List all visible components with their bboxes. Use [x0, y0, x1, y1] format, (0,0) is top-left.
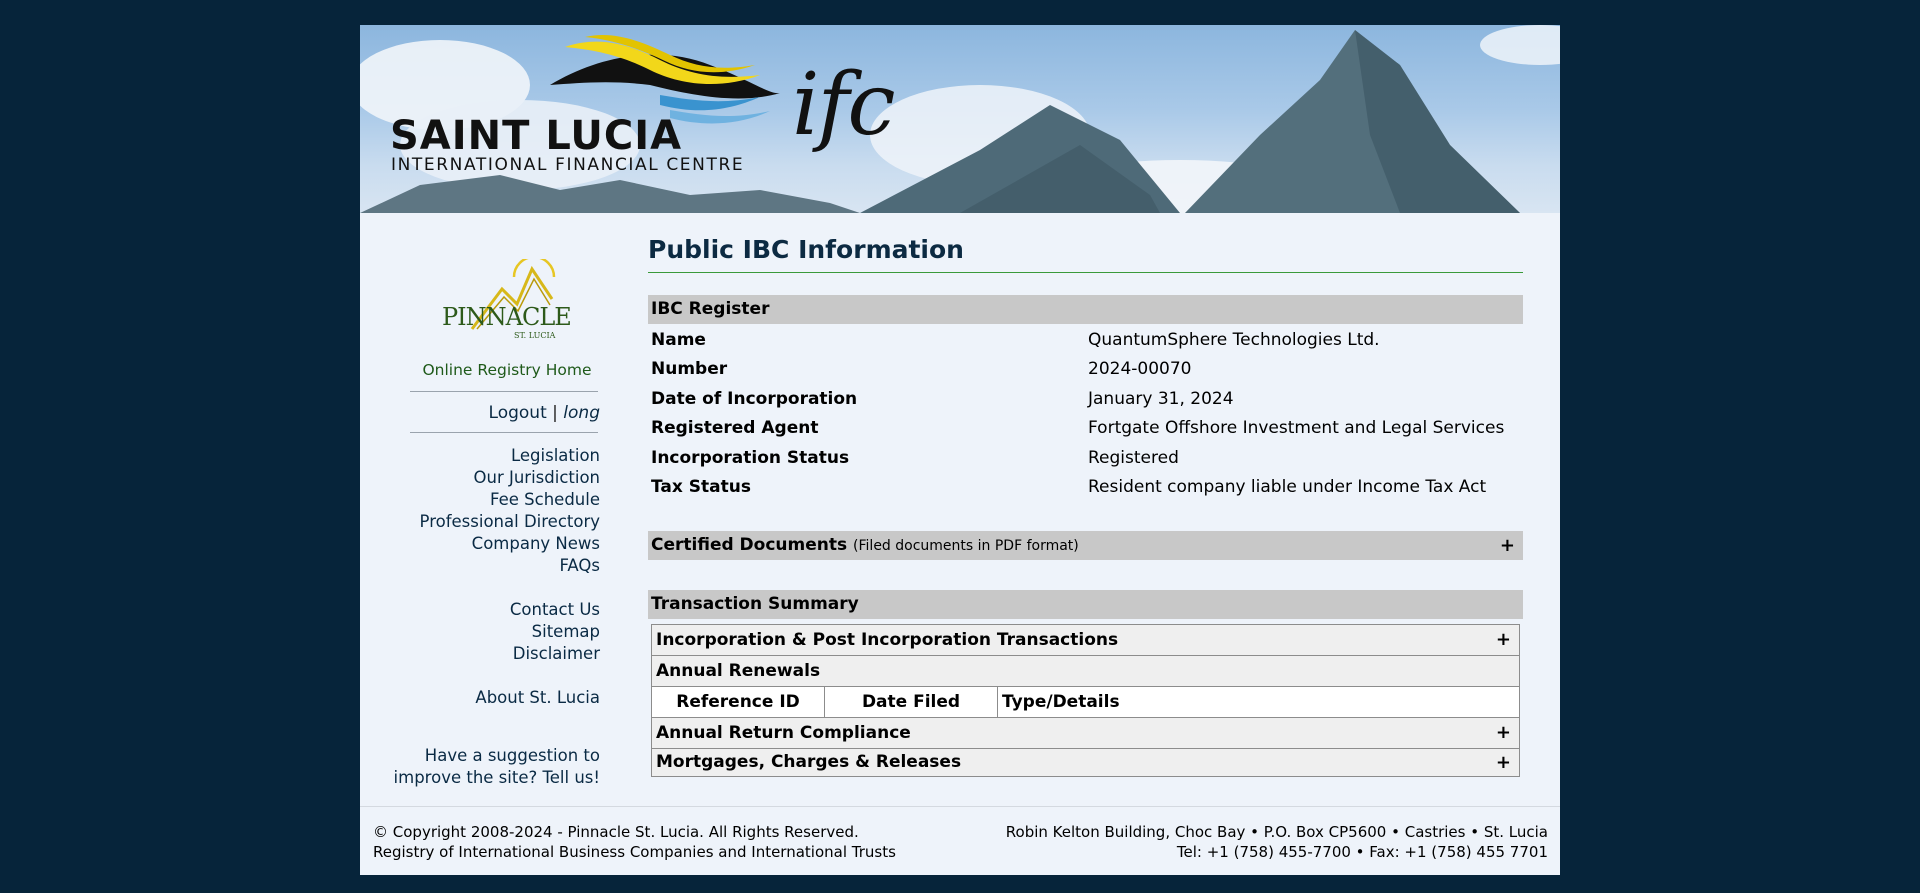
register-label: Name	[651, 330, 706, 350]
transaction-summary-header: Transaction Summary	[648, 590, 1523, 619]
footer-left	[373, 822, 896, 862]
register-value: Resident company liable under Income Tax Act	[1088, 477, 1487, 497]
footer-registry: Registry of International Business Companies and International Trusts	[373, 843, 896, 861]
mortgages-label: Mortgages, Charges & Releases	[656, 752, 962, 772]
sidebar-nav	[420, 445, 600, 709]
footer-right	[1006, 822, 1548, 862]
annual-renewals-label: Annual Renewals	[656, 661, 821, 681]
suggestion-line-1: Have a suggestion to	[424, 746, 600, 765]
annual-return-compliance-row[interactable]	[652, 718, 1519, 749]
expand-icon[interactable]: +	[1499, 535, 1515, 556]
expand-icon[interactable]: +	[1495, 722, 1511, 743]
mortgages-row[interactable]	[652, 749, 1519, 776]
nav-faqs[interactable]: FAQs	[559, 556, 600, 575]
suggestion-link[interactable]	[370, 745, 600, 789]
register-row-number	[651, 359, 1521, 388]
column-date-filed: Date Filed	[825, 687, 998, 717]
footer-divider	[360, 806, 1560, 807]
expand-icon[interactable]: +	[1495, 752, 1511, 773]
annual-renewals-row	[652, 656, 1519, 687]
sidebar-divider	[410, 391, 598, 392]
column-reference-id: Reference ID	[652, 687, 825, 717]
logout-area	[489, 403, 600, 423]
register-value: 2024-00070	[1088, 359, 1192, 379]
nav-disclaimer[interactable]: Disclaimer	[512, 644, 600, 663]
renewals-column-headers	[652, 687, 1519, 718]
nav-fee-schedule[interactable]: Fee Schedule	[490, 490, 600, 509]
register-label: Incorporation Status	[651, 448, 850, 468]
nav-our-jurisdiction[interactable]: Our Jurisdiction	[473, 468, 600, 487]
nav-sitemap[interactable]: Sitemap	[531, 622, 600, 641]
pinnacle-logo[interactable]	[442, 259, 592, 341]
username: long	[563, 403, 600, 423]
registry-home-link[interactable]: Online Registry Home	[422, 361, 592, 379]
ibc-register-header: IBC Register	[648, 295, 1523, 324]
page-title: Public IBC Information	[648, 235, 964, 264]
register-row-status	[651, 448, 1521, 477]
certified-documents-note: (Filed documents in PDF format)	[853, 538, 1079, 554]
register-row-date	[651, 389, 1521, 418]
register-value: Fortgate Offshore Investment and Legal Services	[1088, 418, 1505, 438]
sidebar-divider	[410, 432, 598, 433]
certified-documents-title: Certified Documents	[651, 535, 848, 555]
page-container	[360, 25, 1560, 875]
nav-spacer	[420, 577, 600, 599]
nav-spacer	[420, 665, 600, 687]
register-value: Registered	[1088, 448, 1179, 468]
expand-icon[interactable]: +	[1495, 629, 1511, 650]
incorporation-transactions-row[interactable]	[652, 625, 1519, 656]
column-type-details: Type/Details	[1002, 692, 1120, 712]
logo-subtext: ST. LUCIA	[514, 331, 556, 340]
logout-separator: |	[552, 403, 558, 423]
banner-ifc-logo: ifc	[792, 55, 894, 155]
banner-subtitle: INTERNATIONAL FINANCIAL CENTRE	[391, 155, 745, 175]
footer-copyright: © Copyright 2008-2024 - Pinnacle St. Lucia. All Rights Reserved.	[373, 823, 859, 841]
register-row-name	[651, 330, 1521, 359]
transaction-table	[651, 624, 1520, 777]
suggestion-line-2: improve the site? Tell us!	[393, 768, 600, 787]
nav-legislation[interactable]: Legislation	[510, 446, 600, 465]
annual-return-compliance-label: Annual Return Compliance	[656, 723, 911, 743]
certified-documents-header[interactable]	[648, 531, 1523, 560]
register-label: Tax Status	[651, 477, 751, 497]
register-label: Registered Agent	[651, 418, 819, 438]
register-value: January 31, 2024	[1088, 389, 1234, 409]
banner-title: SAINT LUCIA	[390, 113, 683, 159]
register-value: QuantumSphere Technologies Ltd.	[1088, 330, 1380, 350]
footer-address: Robin Kelton Building, Choc Bay • P.O. Box CP5600 • Castries • St. Lucia	[1005, 823, 1548, 841]
incorporation-transactions-label: Incorporation & Post Incorporation Transactions	[656, 630, 1119, 650]
register-row-agent	[651, 418, 1521, 447]
logout-link[interactable]: Logout	[488, 403, 547, 423]
footer-phone: Tel: +1 (758) 455-7700 • Fax: +1 (758) 455 7701	[1176, 843, 1548, 861]
logo-text: PINNACLE	[442, 303, 571, 331]
header-banner	[360, 25, 1560, 213]
register-label: Date of Incorporation	[651, 389, 858, 409]
nav-professional-directory[interactable]: Professional Directory	[419, 512, 600, 531]
nav-company-news[interactable]: Company News	[471, 534, 600, 553]
register-label: Number	[651, 359, 728, 379]
nav-about-st-lucia[interactable]: About St. Lucia	[475, 688, 600, 707]
register-row-tax	[651, 477, 1521, 506]
nav-contact-us[interactable]: Contact Us	[509, 600, 600, 619]
title-divider	[648, 272, 1523, 273]
